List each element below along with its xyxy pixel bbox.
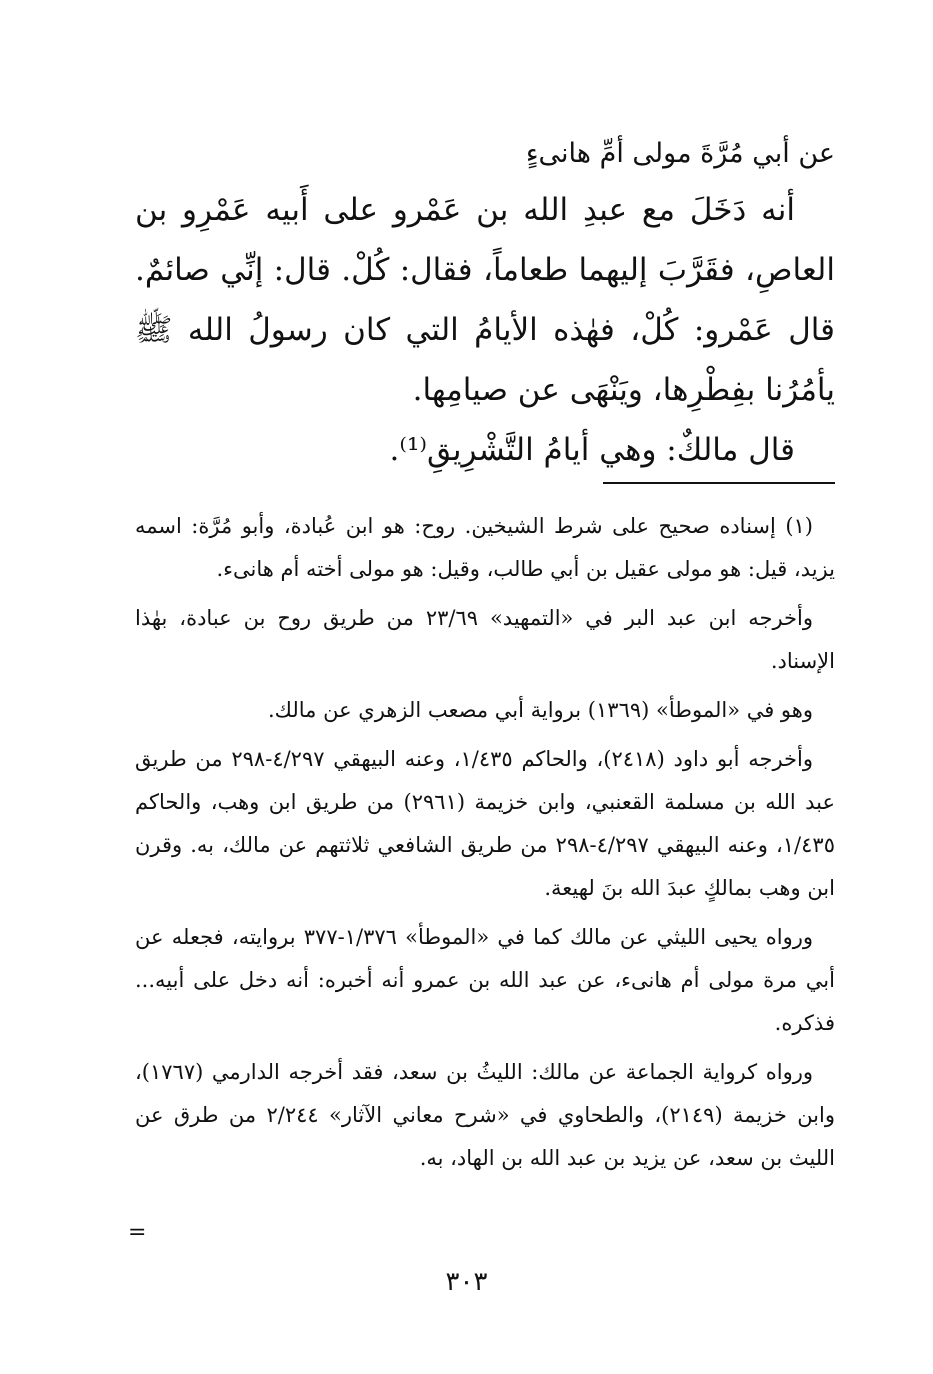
page-number: ٣٠٣ — [445, 1267, 488, 1297]
footnote-paragraph: (١) إسناده صحيح على شرط الشيخين. روح: هو ابن عُبادة، وأبو مُرَّة: اسمه يزيد، قيل: هو مولى عقيل بن أبي طالب، وقيل: هو مولى أخته أم هانىء. — [135, 514, 835, 581]
malik-comment: قال مالكٌ: وهي أيامُ التَّشْرِيقِ⁽¹⁾. — [389, 432, 795, 468]
hadith-section — [135, 128, 835, 480]
footnote-paragraph: وأخرجه ابن عبد البر في «التمهيد» ٢٣/٦٩ من طريق روح بن عبادة، بهٰذا الإسناد. — [135, 606, 835, 673]
hadith-text: أنه دَخَلَ مع عبدِ الله بن عَمْرو على أَبيه عَمْرِو بن العاصِ، فقَرَّبَ إليهما طعاماً، فقال: كُلْ. قال: إنِّي صائمٌ. قال عَمْرو: كُلْ، فهٰذه الأيامُ التي كان رسولُ الله ﷺ يأمُرُنا بفِطْرِها، ويَنْهَى عن صيامِها. — [135, 192, 835, 408]
footnotes-section — [135, 505, 835, 1186]
footnote-separator — [603, 482, 835, 484]
continuation-mark: = — [128, 1220, 147, 1245]
footnote-paragraph: ورواه كرواية الجماعة عن مالك: الليثُ بن سعد، فقد أخرجه الدارمي (١٧٦٧)، وابن خزيمة (٢١٤٩)، والطحاوي في «شرح معاني الآثار» ٢/٢٤٤ من طرق عن الليث بن سعد، عن يزيد بن عبد الله بن الهاد، به. — [135, 1060, 835, 1170]
footnote-paragraph: ورواه يحيى الليثي عن مالك كما في «الموطأ» ١/٣٧٦-٣٧٧ بروايته، فجعله عن أبي مرة مولى أم هانىء، عن عبد الله بن عمرو أنه أخبره: أنه دخل على أبيه... فذكره. — [135, 925, 835, 1035]
footnote-paragraph: وأخرجه أبو داود (٢٤١٨)، والحاكم ١/٤٣٥، وعنه البيهقي ٤/٢٩٧-٢٩٨ من طريق عبد الله بن مسلمة القعنبي، وابن خزيمة (٢٩٦١) من طريق ابن وهب، والحاكم ١/٤٣٥، وعنه البيهقي ٤/٢٩٧-٢٩٨ من طريق الشافعي ثلاثتهم عن مالك، به. وقرن ابن وهب بمالكٍ عبدَ الله بنَ لهيعة. — [135, 747, 835, 900]
isnad-line: عن أبي مُرَّةَ مولى أمِّ هانىءٍ — [525, 138, 835, 169]
footnote-paragraph: وهو في «الموطأ» (١٣٦٩) برواية أبي مصعب الزهري عن مالك. — [268, 698, 813, 722]
